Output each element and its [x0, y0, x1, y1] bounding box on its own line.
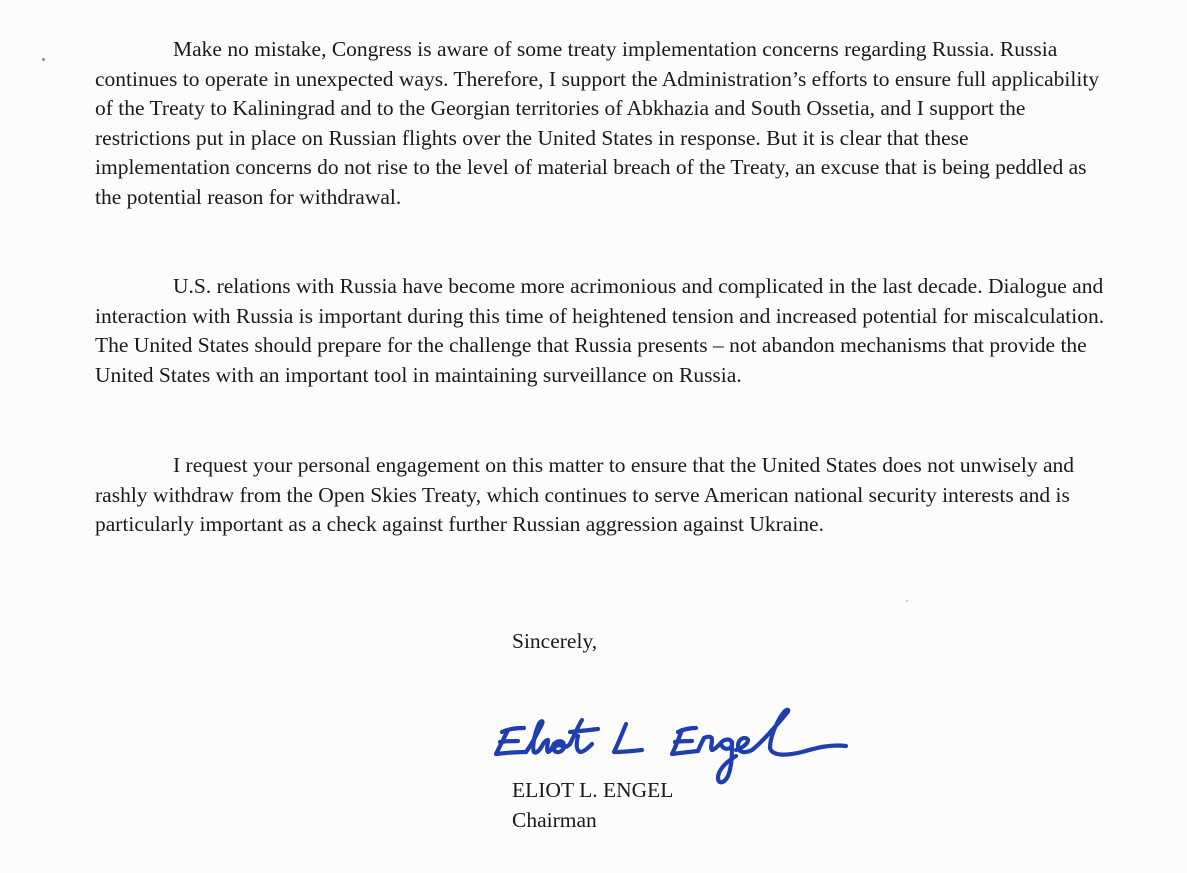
letter-paragraph-1: Make no mistake, Congress is aware of some treaty implementation concerns regarding Russia. Russia continues to operate in unexpected ways. Therefore, I support the Administration’s efforts to ensure full applicability of the Treaty to Kaliningrad and to the Georgian territories of Abkhazia and South Ossetia, and I support the restrictions put in place on Russian flights over the United States in response. But it is clear that these implementation concerns do not rise to the level of material breach of the Treaty, an excuse that is being peddled as the potential reason for withdrawal. — [95, 37, 1100, 209]
signer-title: Chairman — [512, 808, 597, 832]
scan-speck — [906, 600, 908, 602]
scan-speck — [42, 58, 45, 61]
letter-paragraph-3: I request your personal engagement on this matter to ensure that the United States does not unwisely and rashly withdraw from the Open Skies Treaty, which continues to serve American national security interests and is particularly important as a check against further Russian aggression against Ukraine. — [95, 453, 1074, 536]
letter-closing: Sincerely, — [512, 629, 598, 653]
signer-name: ELIOT L. ENGEL — [512, 778, 674, 802]
letter-paragraph-2: U.S. relations with Russia have become more acrimonious and complicated in the last decade. Dialogue and interaction with Russia is important during this time of heightened tension and increased potential for miscalculation. The United States should prepare for the challenge that Russia presents – not abandon mechanisms that provide the United States with an important tool in maintaining surveillance on Russia. — [95, 274, 1105, 387]
